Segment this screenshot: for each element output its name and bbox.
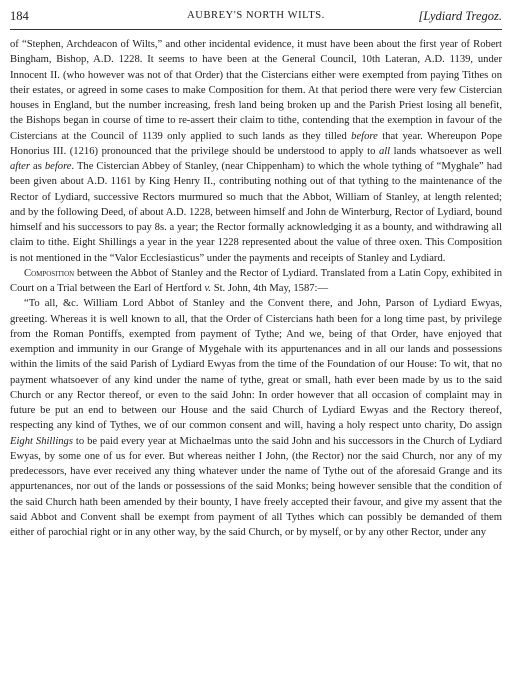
text-run: as (30, 161, 45, 172)
paragraph-intro (10, 37, 502, 266)
header-rule (10, 29, 502, 30)
running-title: AUBREY'S NORTH WILTS. (187, 10, 325, 21)
paragraph-composition (10, 266, 502, 297)
text-run: between the Abbot of Stanley and the Rector of Lydiard. Translated from a Latin Copy, exhibited in Court on a Trial between the Earl of Hertford (10, 267, 502, 294)
italic-run: before (351, 130, 378, 142)
text-run: of “Stephen, Archdeacon of Wilts,” and other incidental evidence, it must have been about the first year of Robert Bingham, Bishop, A.D. 1228. It seems to have been at the General Council, 10th Lateran, A.D. 1139, under Innocent II. (who however was not of that Order) that the Cistercians either were exempted from paying Tithes on their estates, or agreed in some cases to make Composition for them. At that period there were very few Cistercian houses in England, but the number increasing, fresh land being broken up and the Parish Priest losing all benefit, the Bishops began in course of time to re-assert their claim to tithe, contending that the exemption in favour of the Cistercians at the Council of 1139 only applied to such lands as they tilled (10, 39, 502, 142)
text-run: to be paid every year at Michaelmas unto the said John and his successors in the Church of Lydiard Ewyas, by some one of us for ever. But whereas neither I John, (the Rector) nor the said Church, nor any of my predecessors, have ever received any thing whatever under the name of Tythe out of the aforesaid Grange and its appurtenances, nor out of the lands or possessions of the said Monks; being however sensible that the condition of the said Church hath been amended by their bounty, I have freely accepted their favour, and give my assent that the said Abbot and Convent shall be exempt from payment of all Tythes which can possibly be demanded of them either of parochial right or in any other way, by the said Church, or by myself, or by any other Rector, under any (10, 435, 502, 538)
page-number: 184 (10, 9, 29, 23)
text-run: that year. Whereupon Pope Honorius III. (1216) pronounced that the privilege should be understood to apply to (10, 130, 502, 157)
text-run: “To all, &c. William Lord Abbot of Stanley and the Convent there, and John, Parson of Lydiard Ewyas, greeting. Whereas it is well known to all, that the Order of Cistercians hath been for a long time past, by privilege from the Roman Pontiffs, exempted from payment of Tythe; And we, being of that Order, have enjoyed that exemption and immunity in our Grange of Mygehale with its appurtenances and in all our lands and possessions within the limits of the said Parish of Lydiard Ewyas from the time of the Foundation of our House: To wit, that no payment whatsoever of any kind under the name of tythe, great or small, hath ever been made by us to the said Church or any Rector thereof, or even to the said John: In order however that all occasion of complaint may in future be put an end to between our House and the said Church of Lydiard Ewyas and the Rectory thereof, respecting any kind of Tythes, we of our common consent and will, having a holy respect unto charity, Do assign (10, 298, 502, 432)
italic-run: v. (204, 283, 212, 294)
small-caps-lead: Composition (24, 267, 75, 279)
italic-run: before (44, 161, 72, 172)
body-text (10, 37, 502, 540)
italic-run: all (378, 145, 391, 157)
italic-run: after (10, 161, 31, 172)
book-page (10, 6, 502, 696)
italic-run: Eight Shillings (10, 435, 73, 447)
text-run: St. John, 4th May, 1587:— (211, 283, 329, 294)
paragraph-deed (10, 296, 502, 540)
text-run: lands whatsoever as well (390, 145, 503, 157)
text-run: . The Cistercian Abbey of Stanley, (near Chippenham) to which the whole tything of “Myghale” had been given about A.D. 1161 by King Henry II., contributing nothing out of that tything to the maintenance of the Rector of Lydiard, successive Rectors murmured so much that the Abbot, William of Stanley, at length relented; and by the following Deed, of about A.D. 1228, between himself and John de Winterburg, Rector of Lydiard, bound himself and his successors to pay 8s. a year; the Rector formally acknowledging it as a bounty, and withdrawing all claim to tithe. Eight Shillings a year in the year 1228 represented about the value of three oxen. This Composition is not mentioned in the “Valor Ecclesiasticus” under the payments and receipts of Stanley and Lydiard. (10, 161, 503, 264)
running-header (10, 6, 502, 26)
section-title: [Lydiard Tregoz. (418, 9, 502, 23)
